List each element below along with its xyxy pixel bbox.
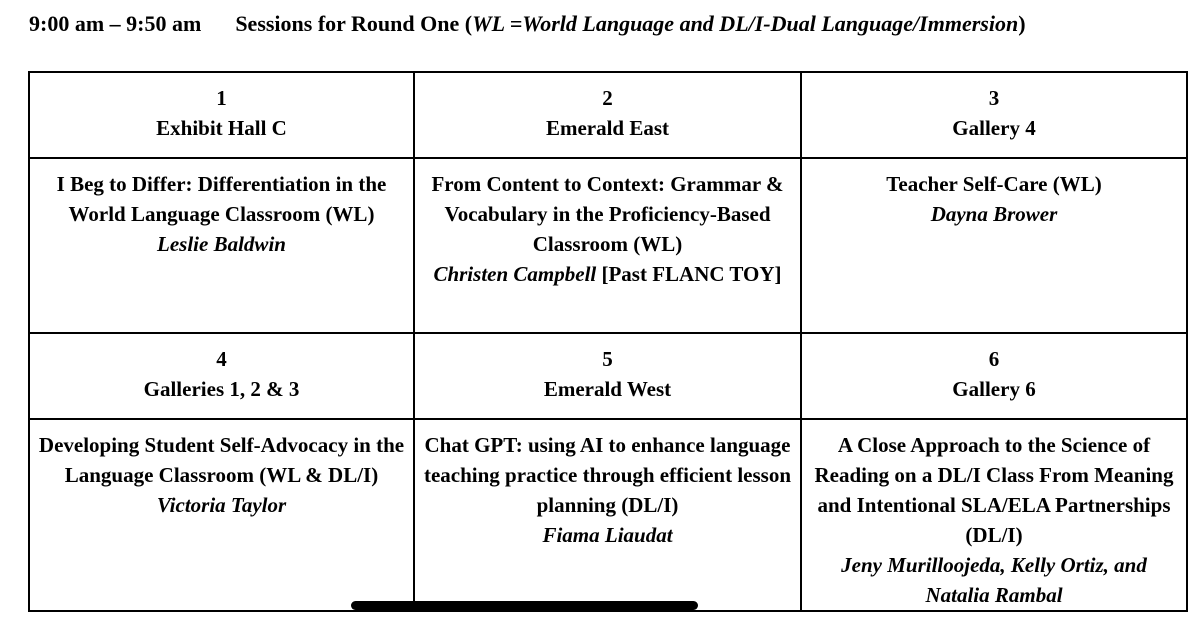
room-name: Exhibit Hall C: [156, 116, 287, 140]
session-presenter: Dayna Brower: [930, 202, 1058, 226]
room-name: Emerald West: [543, 377, 672, 401]
room-number: 5: [602, 347, 613, 371]
session-cell-6: [801, 419, 1187, 611]
room-name: Gallery 4: [952, 116, 1036, 140]
room-number: 4: [216, 347, 227, 371]
room-cell-5: [414, 333, 801, 419]
session-cell-3: [801, 158, 1187, 333]
session-title: I Beg to Differ: Differentiation in the World Language Classroom (WL): [56, 172, 387, 226]
session-title: Teacher Self-Care (WL): [886, 172, 1102, 196]
room-row-2: [29, 333, 1187, 419]
room-cell-4: [29, 333, 414, 419]
page-header: [29, 9, 1179, 38]
session-cell-2: [414, 158, 801, 333]
session-presenter: Victoria Taylor: [156, 493, 287, 517]
room-cell-2: [414, 72, 801, 158]
home-indicator-bar[interactable]: [351, 601, 698, 610]
room-number: 6: [988, 347, 1000, 371]
room-cell-3: [801, 72, 1187, 158]
room-name: Gallery 6: [952, 377, 1036, 401]
room-number: 1: [216, 86, 227, 110]
header-title-prefix: Sessions for Round One (: [235, 11, 473, 36]
session-title: From Content to Context: Grammar & Vocabulary in the Proficiency-Based Classroom (WL): [431, 172, 784, 256]
header-title-legend: WL =World Language and DL/I-Dual Language/Immersion: [472, 11, 1019, 36]
session-presenter: Christen Campbell: [433, 262, 597, 286]
session-presenter: Jeny Murilloojeda, Kelly Ortiz, and Natalia Rambal: [841, 553, 1147, 607]
header-title-suffix: ): [1018, 11, 1026, 36]
session-cell-5: [414, 419, 801, 611]
room-number: 3: [988, 86, 1000, 110]
room-name: Emerald East: [545, 116, 670, 140]
room-cell-1: [29, 72, 414, 158]
session-title: Developing Student Self-Advocacy in the Language Classroom (WL & DL/I): [38, 433, 405, 487]
room-name: Galleries 1, 2 & 3: [143, 377, 300, 401]
session-title: Chat GPT: using AI to enhance language teaching practice through efficient lesson planning (DL/I): [423, 433, 792, 517]
session-cell-4: [29, 419, 414, 611]
session-presenter: Fiama Liaudat: [542, 523, 673, 547]
sessions-table: [28, 71, 1188, 612]
room-number: 2: [602, 86, 613, 110]
session-title: A Close Approach to the Science of Reading on a DL/I Class From Meaning and Intentional SLA/ELA Partnerships (DL/I): [814, 433, 1174, 547]
session-cell-1: [29, 158, 414, 333]
session-presenter: Leslie Baldwin: [157, 232, 286, 256]
room-row-1: [29, 72, 1187, 158]
session-row-1: [29, 158, 1187, 333]
session-time: 9:00 am – 9:50 am: [29, 11, 202, 36]
room-cell-6: [801, 333, 1187, 419]
session-row-2: [29, 419, 1187, 611]
session-note: [Past FLANC TOY]: [596, 262, 782, 286]
